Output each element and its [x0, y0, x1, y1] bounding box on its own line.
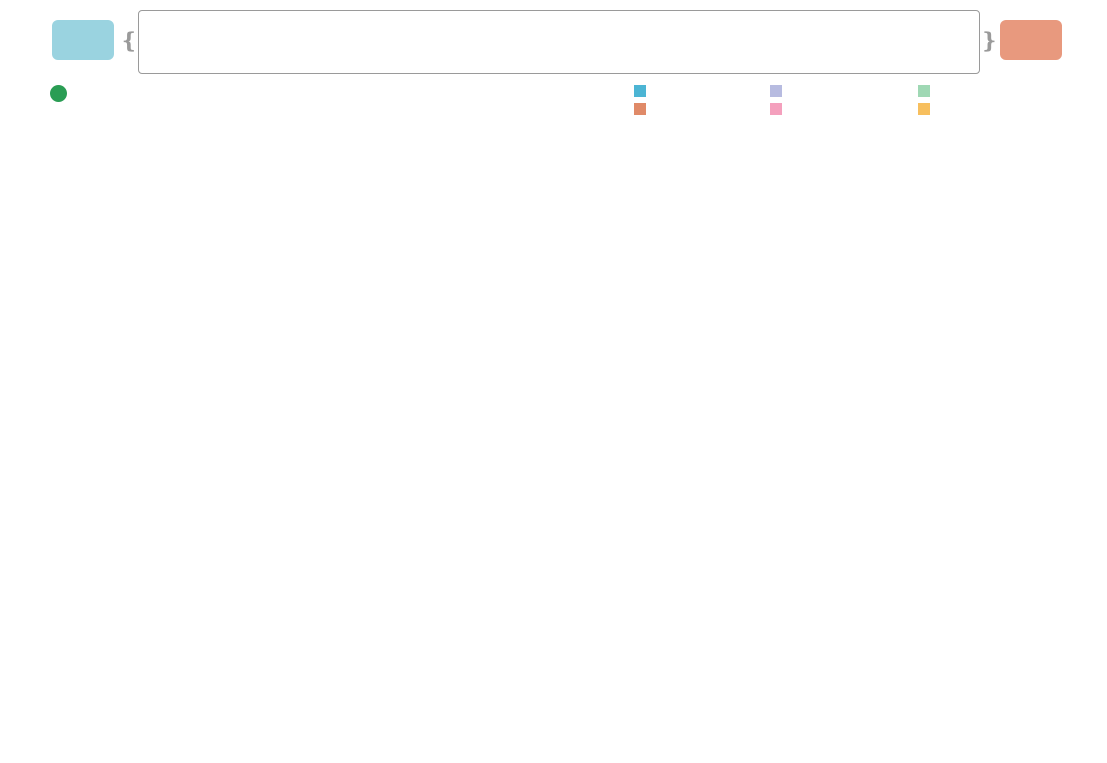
header-pill-corporate	[52, 20, 114, 60]
legend-item-corp-0	[634, 85, 762, 97]
legend-swatch-icon	[770, 85, 782, 97]
legend-item-stu-0	[634, 103, 762, 115]
legend	[596, 83, 1016, 119]
legend-swatch-icon	[918, 103, 930, 115]
legend-item-stu-2	[918, 103, 934, 115]
legend-swatch-icon	[634, 103, 646, 115]
legend-item-corp-1	[770, 85, 910, 97]
section-number	[50, 85, 67, 102]
header-pill-student	[1000, 20, 1062, 60]
bracket-left-icon: ❴	[120, 28, 139, 53]
legend-swatch-icon	[770, 103, 782, 115]
legend-row-student	[596, 101, 1016, 116]
x-axis	[0, 122, 1107, 138]
legend-item-stu-1	[770, 103, 910, 115]
legend-item-corp-2	[918, 85, 934, 97]
header	[52, 10, 1062, 72]
legend-row-corporate	[596, 83, 1016, 98]
legend-swatch-icon	[634, 85, 646, 97]
header-title-box	[138, 10, 980, 74]
bracket-right-icon: ❵	[980, 28, 999, 53]
legend-swatch-icon	[918, 85, 930, 97]
